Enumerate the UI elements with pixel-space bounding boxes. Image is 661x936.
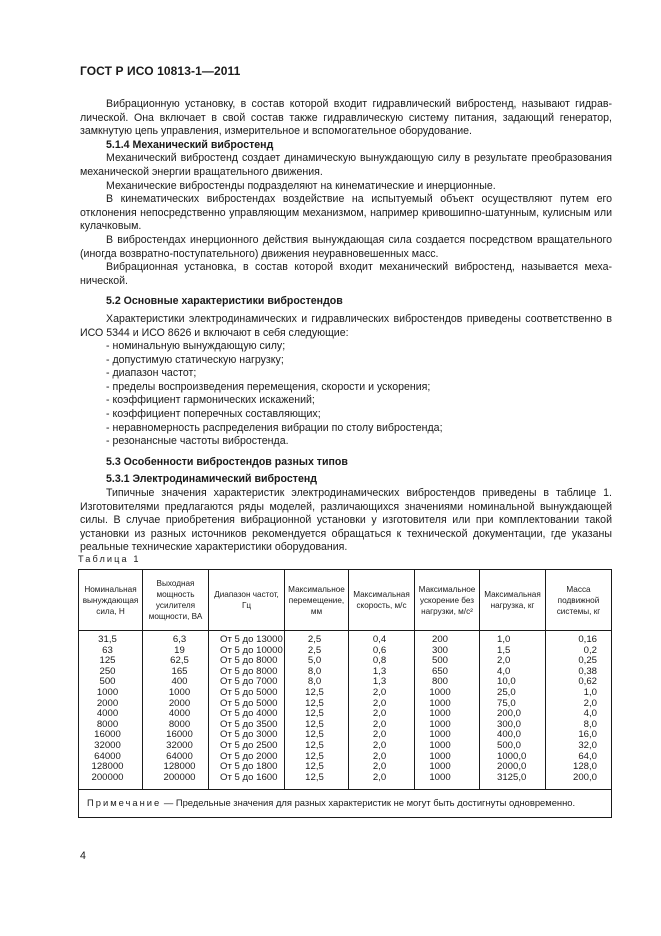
- column-max-displacement: [285, 631, 349, 790]
- page-number: 4: [80, 850, 86, 862]
- paragraph-mechanical-definition: Механический вибростенд создает динамическую вынуждающую силу в результате преобразования механической энергии вращательного движения.: [80, 152, 612, 178]
- table-cell: От 5 до 5000: [220, 697, 278, 709]
- characteristics-table: [78, 569, 612, 818]
- section-heading-5-3: 5.3 Особенности вибростендов разных типов: [106, 455, 348, 468]
- table-cell: 0,25: [578, 655, 597, 667]
- table-cell: 12,5: [305, 761, 324, 773]
- table-cell: 63: [102, 644, 113, 656]
- table-cell: 12,5: [305, 718, 324, 730]
- table-cell: От 5 до 1600: [220, 771, 278, 783]
- table-cell: От 5 до 8000: [220, 665, 278, 677]
- table-cell: 0,38: [578, 665, 597, 677]
- table-cell: 1,0: [497, 634, 511, 645]
- table-cell: 4000: [96, 708, 119, 720]
- table-cell: 200000: [91, 771, 124, 783]
- table-cell: 400: [171, 676, 188, 688]
- table-cell: 1000: [429, 761, 451, 773]
- table-cell: 64000: [94, 750, 121, 762]
- table-cell: 8000: [96, 718, 119, 730]
- table-cell: 2,5: [307, 644, 322, 656]
- table-cell: 125: [99, 655, 116, 667]
- table-cell: 128000: [91, 761, 124, 773]
- table-note-row: [79, 790, 612, 818]
- table-cell: 300: [431, 644, 448, 656]
- column-header: Максимальное ускорение без нагрузки, м/с²: [415, 570, 480, 631]
- table-cell: 4000: [168, 708, 191, 720]
- table-cell: 6,3: [172, 634, 187, 645]
- table-cell: 400,0: [497, 729, 522, 741]
- table-cell: 1000,0: [497, 750, 527, 762]
- table-cell: 2,0: [372, 686, 387, 698]
- table-cell: 0,4: [372, 634, 387, 645]
- section-heading-5-2: 5.2 Основные характеристики вибростендов: [106, 295, 343, 308]
- table-cell: От 5 до 7000: [220, 676, 278, 688]
- table-cell: 2,0: [583, 697, 597, 709]
- table-cell: От 5 до 3500: [220, 718, 278, 730]
- note-text: — Предельные значения для разных характеристик не могут быть достигнуты одновременно.: [161, 797, 576, 809]
- table-cell: 1,3: [372, 676, 387, 688]
- table-cell: 32000: [166, 739, 193, 751]
- list-item: - номинальную вынуждающую силу;: [80, 340, 612, 354]
- table-cell: 2,0: [372, 761, 387, 773]
- column-amplifier-power: [143, 631, 209, 790]
- table-cell: 1000: [429, 771, 451, 783]
- table-cell: 3125,0: [497, 771, 527, 783]
- table-cell: От 5 до 3000: [220, 729, 278, 741]
- table-cell: 1,5: [497, 644, 511, 656]
- table-cell: 500,0: [497, 739, 522, 751]
- table-cell: 10,0: [497, 676, 516, 688]
- paragraph-inertial: В вибростендах инерционного действия вынуждающая сила создается посредством вращательного (иногда возвратно-поступательного) движения неуравновешенных масс.: [80, 233, 612, 260]
- table-cell: 4,0: [583, 708, 597, 720]
- column-header: Диапазон частот, Гц: [209, 570, 285, 631]
- table-cell: 1000: [429, 739, 451, 751]
- table-header-row: [79, 570, 612, 631]
- table-cell: 0,16: [578, 634, 597, 645]
- table-cell: 2,0: [372, 739, 387, 751]
- table-cell: 1000: [168, 686, 191, 698]
- table-cell: 2000: [96, 697, 119, 709]
- table-cell: 1,3: [372, 665, 387, 677]
- paragraph-electrodynamic: Типичные значения характеристик электродинамических вибростендов приведены в таблице 1. Изготовителями предлагаются ряды моделей, различающихся значениями номинальной вынуждающей силы. В случае приобретения вибрационной установки у изготовителя или при комплектовании такой установки из разных источников рекомендуется обращаться к технической документации, где указаны реальные технические характеристики оборудования.: [80, 487, 612, 554]
- table-note: [79, 790, 612, 818]
- table-cell: 2,0: [372, 750, 387, 762]
- column-header: Выходная мощность усилителя мощности, ВА: [143, 570, 209, 631]
- column-max-velocity: [349, 631, 415, 790]
- list-item: - резонансные частоты вибростенда.: [80, 435, 612, 449]
- paragraph-hydraulic-installation: Вибрационную установку, в состав которой входит гидравлический вибростенд, называют гидравлической. Она включает в свой состав также гидравлическую систему питания, задающий генератор, замкнутую цепь управления, измерительное и вспомогательное оборудование.: [80, 98, 612, 138]
- paragraph-kinematic: В кинематических вибростендах воздействие на испытуемый объект осуществляют путем его отклонения непосредственно управляющим механизмом, например кривошипно-шатунным, кулисным или кулачковым.: [80, 193, 612, 233]
- table-cell: 8,0: [307, 665, 322, 677]
- table-cell: 250: [99, 665, 116, 677]
- table-cell: 32,0: [578, 739, 597, 751]
- list-item: - неравномерность распределения вибрации по столу вибростенда;: [80, 422, 612, 436]
- table-cell: 2,0: [372, 708, 387, 720]
- document-header: ГОСТ Р ИСО 10813-1—2011: [80, 64, 241, 78]
- table-cell: 0,62: [578, 676, 597, 688]
- list-item: - коэффициент гармонических искажений;: [80, 394, 612, 408]
- table-cell: 1,0: [583, 686, 597, 698]
- table-cell: 32000: [94, 739, 121, 751]
- table-cell: 8,0: [307, 676, 322, 688]
- table-cell: 200,0: [497, 708, 522, 720]
- table-caption: Таблица 1: [78, 554, 141, 564]
- table-cell: 12,5: [305, 750, 324, 762]
- table-cell: 4,0: [497, 665, 511, 677]
- column-frequency-range: [209, 631, 285, 790]
- column-moving-mass: [546, 631, 612, 790]
- table-cell: От 5 до 8000: [220, 655, 278, 667]
- table-cell: 31,5: [98, 634, 117, 645]
- table-cell: 25,0: [497, 686, 516, 698]
- table-cell: 200000: [163, 771, 196, 783]
- column-max-load: [480, 631, 546, 790]
- table-cell: 62,5: [170, 655, 189, 667]
- table-cell: 800: [431, 676, 448, 688]
- table-cell: 1000: [429, 718, 451, 730]
- characteristics-list: [80, 340, 612, 449]
- paragraph-mechanical-installation: Вибрационная установка, в состав которой входит механический вибростенд, называется механической.: [80, 261, 612, 287]
- table-cell: 1000: [429, 697, 451, 709]
- table-cell: От 5 до 5000: [220, 686, 278, 698]
- table-cell: 8000: [168, 718, 191, 730]
- table-cell: 64,0: [578, 750, 597, 762]
- column-header: Номинальная вынуждающая сила, Н: [79, 570, 143, 631]
- table-cell: 2,0: [372, 771, 387, 783]
- paragraph-mechanical-types: Механические вибростенды подразделяют на кинематические и инерционные.: [106, 179, 496, 192]
- table-cell: 500: [99, 676, 116, 688]
- table-cell: 1000: [429, 708, 451, 720]
- table-cell: 0,6: [372, 644, 387, 656]
- column-header: Максимальное перемещение, мм: [285, 570, 349, 631]
- paragraph-characteristics-intro: Характеристики электродинамических и гидравлических вибростендов приведены соответственно в ИСО 5344 и ИСО 8626 и включают в себя следующие:: [80, 312, 612, 339]
- section-heading-5-1-4: 5.1.4 Механический вибростенд: [106, 138, 274, 151]
- table-cell: 650: [431, 665, 448, 677]
- list-item: - пределы воспроизведения перемещения, скорости и ускорения;: [80, 381, 612, 395]
- table-cell: От 5 до 10000: [220, 644, 283, 656]
- column-nominal-force: [79, 631, 143, 790]
- table-cell: 128,0: [572, 761, 597, 773]
- table-cell: 2,0: [372, 718, 387, 730]
- column-max-acceleration: [415, 631, 480, 790]
- table-cell: 16000: [166, 729, 193, 741]
- table-cell: 1000: [429, 729, 451, 741]
- table-cell: 12,5: [305, 771, 324, 783]
- table-cell: 2,5: [307, 634, 322, 645]
- table-cell: 75,0: [497, 697, 516, 709]
- table-cell: 1000: [96, 686, 119, 698]
- table-cell: 12,5: [305, 686, 324, 698]
- column-header: Масса подвижной системы, кг: [546, 570, 612, 631]
- list-item: - коэффициент поперечных составляющих;: [80, 408, 612, 422]
- table-cell: 12,5: [305, 697, 324, 709]
- table-cell: От 5 до 2500: [220, 739, 278, 751]
- column-header: Максимальная нагрузка, кг: [480, 570, 546, 631]
- table-cell: 1000: [429, 750, 451, 762]
- table-cell: 16000: [94, 729, 121, 741]
- table-cell: 0,2: [583, 644, 597, 656]
- document-body: [80, 94, 612, 555]
- table-cell: От 5 до 1800: [220, 761, 278, 773]
- table-cell: 2,0: [372, 729, 387, 741]
- list-item: - диапазон частот;: [80, 367, 612, 381]
- table-cell: 2000: [168, 697, 191, 709]
- table-cell: 300,0: [497, 718, 522, 730]
- table-cell: 200,0: [572, 771, 597, 783]
- table-cell: 200: [431, 634, 448, 645]
- list-item: - допустимую статическую нагрузку;: [80, 354, 612, 368]
- section-heading-5-3-1: 5.3.1 Электродинамический вибростенд: [106, 473, 317, 486]
- table-cell: 19: [174, 644, 185, 656]
- table-cell: 165: [171, 665, 188, 677]
- table-cell: 500: [431, 655, 448, 667]
- table-cell: 2,0: [372, 697, 387, 709]
- table-cell: От 5 до 4000: [220, 708, 278, 720]
- table-cell: 8,0: [583, 718, 597, 730]
- table-cell: 12,5: [305, 708, 324, 720]
- table-cell: 12,5: [305, 729, 324, 741]
- table-body-row: [79, 631, 612, 790]
- table-cell: 0,8: [372, 655, 387, 667]
- note-label: Примечание: [87, 797, 162, 809]
- table-cell: 16,0: [578, 729, 597, 741]
- table-cell: 64000: [166, 750, 193, 762]
- table-cell: От 5 до 2000: [220, 750, 278, 762]
- column-header: Максимальная скорость, м/с: [349, 570, 415, 631]
- table-cell: 12,5: [305, 739, 324, 751]
- table-cell: 2,0: [497, 655, 511, 667]
- table-cell: 5,0: [307, 655, 322, 667]
- table-cell: 1000: [429, 686, 451, 698]
- table-cell: 2000,0: [497, 761, 527, 773]
- table-cell: От 5 до 13000: [220, 634, 283, 645]
- table-cell: 128000: [163, 761, 196, 773]
